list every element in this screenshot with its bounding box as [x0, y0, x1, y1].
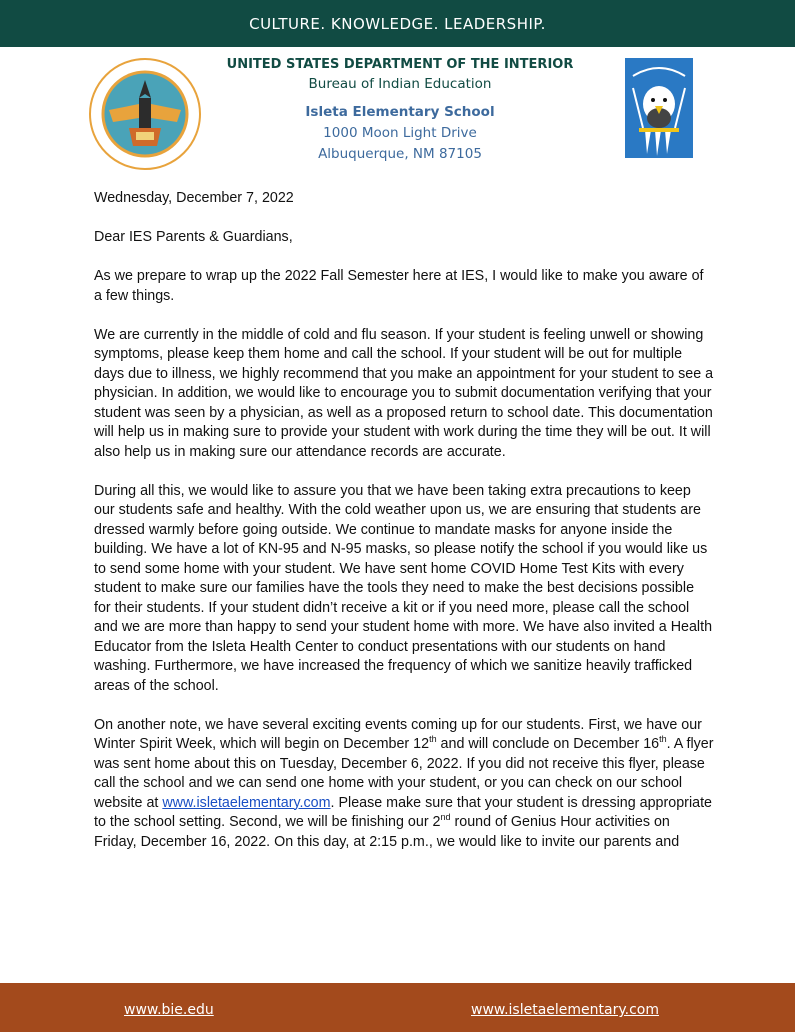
- paragraph-intro: As we prepare to wrap up the 2022 Fall Semester here at IES, I would like to make you aware of a few things.: [94, 268, 704, 304]
- bureau-of-indian-education-seal: [89, 58, 201, 170]
- paragraph-precautions: During all this, we would like to assure you that we have been taking extra precautions to keep our students safe and healthy. With the cold weather upon us, we are ensuring that students are dressed warmly before going outside. We continue to mandate masks for anyone inside the building. We have a lot of KN-95 and N-95 masks, so please notify the school if you would like us to send some home with your student. We have sent home COVID Home Test Kits with every student to make sure our families have the tools they need to make the best decisions possible for their students. If your student didn’t receive a kit or if you need more, please call the school and we are more than happy to send your student home with more. We have also invited a Health Educator from the Isleta Health Center to conduct presentations with our students on hand washing. Furthermore, we have increased the frequency of which we sanitize heavily trafficked areas of the school.: [94, 482, 713, 694]
- bie-website-link[interactable]: www.bie.edu: [124, 1002, 214, 1018]
- department-name: UNITED STATES DEPARTMENT OF THE INTERIOR: [226, 57, 574, 72]
- isleta-website-link[interactable]: www.isletaelementary.com: [471, 1002, 659, 1018]
- paragraph-flu-season: We are currently in the middle of cold and flu season. If your student is feeling unwell or showing symptoms, please keep them home and call the school. If your student will be out for multiple days due to illness, we highly recommend that you make an appointment for your student to see a physician. In addition, we would like to encourage you to submit documentation verifying that your student was seen by a physician, as well as a proposed return to school date. This documentation will help us in making sure to provide your student with work during the time they will be out. It will also help us in making sure our attendance records are accurate.: [94, 326, 714, 460]
- address-line-1: 1000 Moon Light Drive: [323, 125, 477, 141]
- letter-salutation: Dear IES Parents & Guardians,: [94, 229, 293, 245]
- isleta-elementary-eagle-logo: [625, 58, 693, 158]
- letterhead: [200, 55, 600, 163]
- letter-body: [94, 189, 714, 872]
- footer-bar: [0, 983, 795, 1032]
- top-banner: [0, 0, 795, 47]
- school-name: Isleta Elementary School: [305, 104, 495, 120]
- motto-text: CULTURE. KNOWLEDGE. LEADERSHIP.: [249, 14, 546, 33]
- address-line-2: Albuquerque, NM 87105: [318, 146, 482, 162]
- bureau-name: Bureau of Indian Education: [308, 76, 492, 92]
- letter-date: Wednesday, December 7, 2022: [94, 190, 294, 206]
- school-website-link[interactable]: www.isletaelementary.com: [162, 794, 331, 811]
- paragraph-events: On another note, we have several exciting events coming up for our students. First, we have our Winter Spirit Week, which will begin on December 12th and will conclude on December 16th. A flyer was sent home about this on Tuesday, December 6, 2022. If you did not receive this flyer, please call the school and we can send one home with your student, or you can check on our school website at www.isletaelementary.com. Please make sure that your student is dressing appropriate to the school setting. Second, we will be finishing our 2nd round of Genius Hour activities on Friday, December 16, 2022. On this day, at 2:15 p.m., we would like to invite our parents and: [94, 716, 714, 850]
